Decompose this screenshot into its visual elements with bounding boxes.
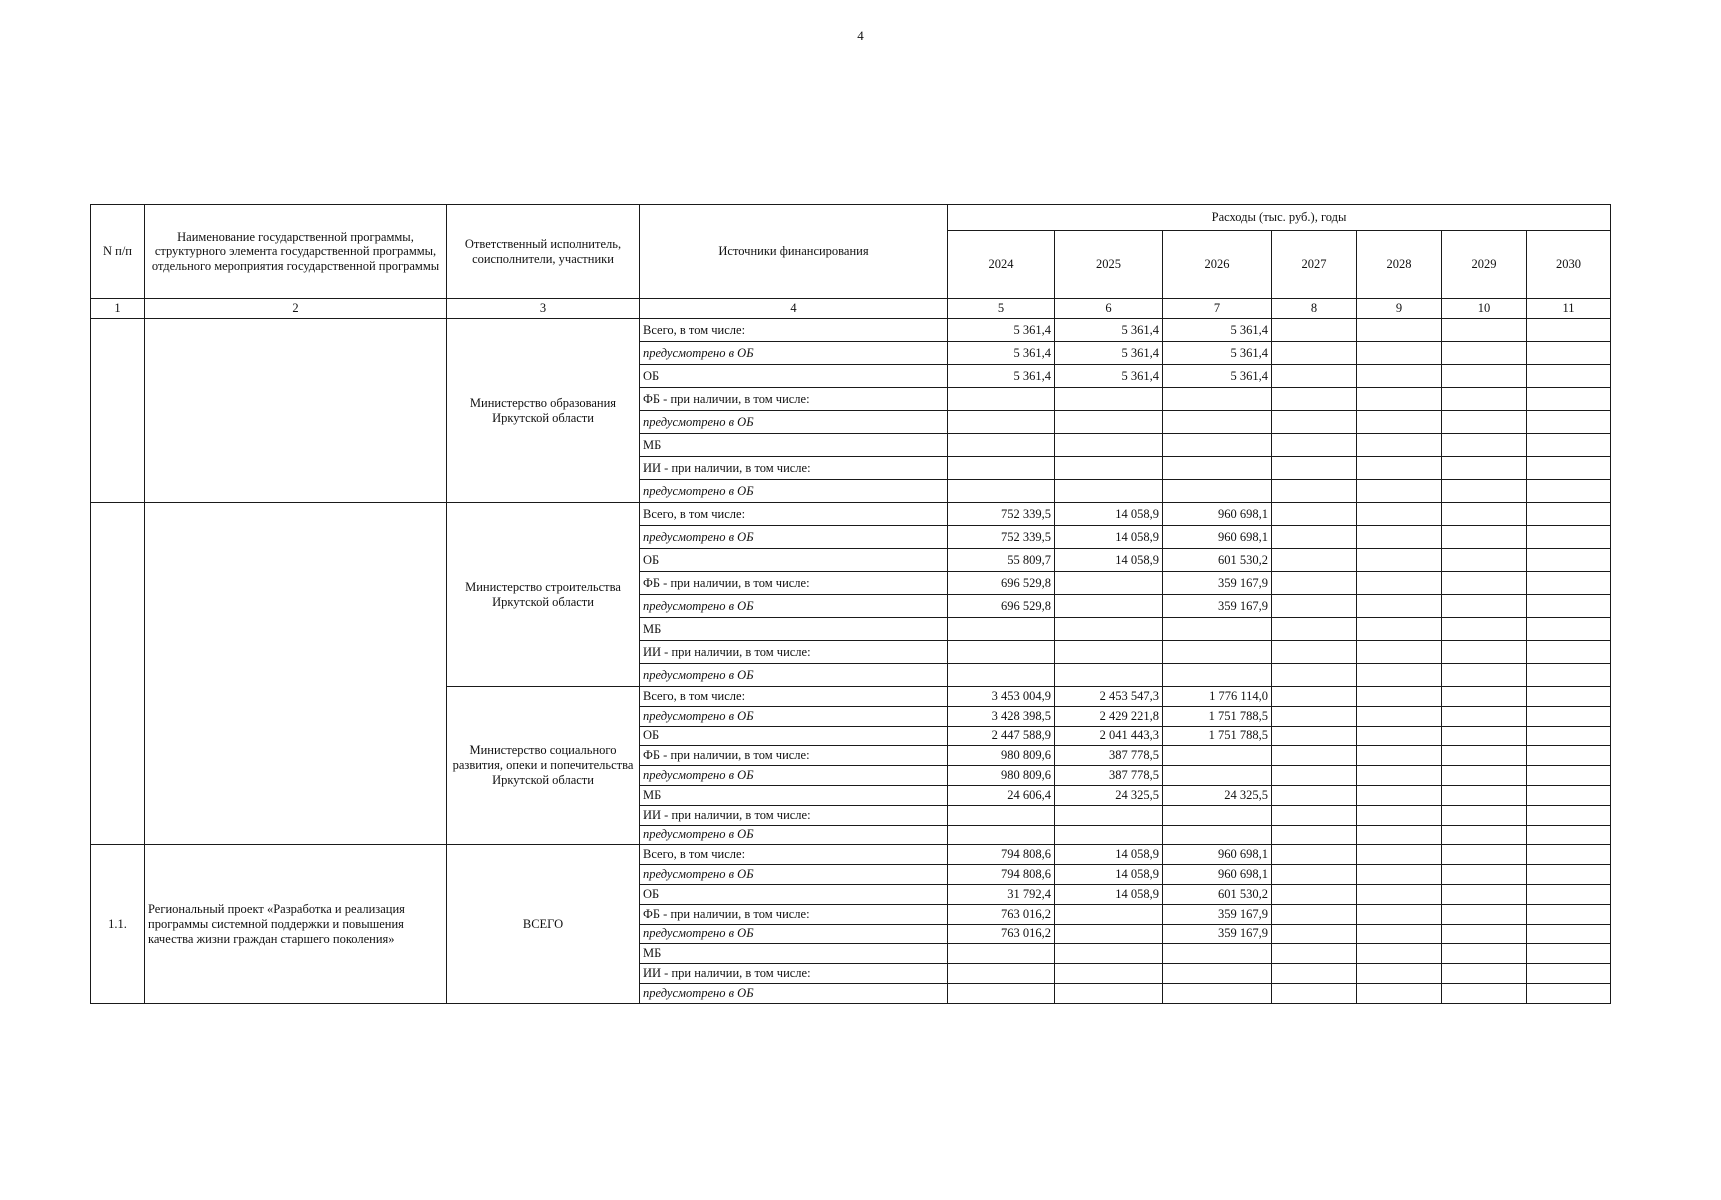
value-cell [1055,904,1163,924]
value-cell: 5 361,4 [1163,365,1272,388]
value-cell: 14 058,9 [1055,865,1163,885]
header-number: N п/п [91,205,145,299]
source-cell: Всего, в том числе: [640,687,948,707]
source-cell: предусмотрено в ОБ [640,595,948,618]
value-cell [1357,342,1442,365]
value-cell [1272,964,1357,984]
value-cell [1055,480,1163,503]
value-cell [1357,319,1442,342]
value-cell: 5 361,4 [948,342,1055,365]
value-cell: 359 167,9 [1163,595,1272,618]
header-year: 2030 [1527,231,1611,299]
value-cell [1163,664,1272,687]
value-cell [1055,457,1163,480]
value-cell [1357,572,1442,595]
value-cell: 5 361,4 [948,319,1055,342]
value-cell [1055,944,1163,964]
value-cell: 359 167,9 [1163,572,1272,595]
source-cell: ФБ - при наличии, в том числе: [640,572,948,595]
value-cell: 2 429 221,8 [1055,706,1163,726]
value-cell [1272,825,1357,845]
value-cell [1442,342,1527,365]
value-cell [1357,726,1442,746]
value-cell [1272,411,1357,434]
value-cell [1272,388,1357,411]
value-cell [1357,434,1442,457]
value-cell [1055,805,1163,825]
value-cell [1055,572,1163,595]
source-cell: предусмотрено в ОБ [640,706,948,726]
value-cell [1272,845,1357,865]
value-cell: 14 058,9 [1055,549,1163,572]
value-cell [1272,687,1357,707]
value-cell [1442,706,1527,726]
value-cell: 960 698,1 [1163,865,1272,885]
source-cell: Всего, в том числе: [640,845,948,865]
source-cell: МБ [640,434,948,457]
value-cell [1272,618,1357,641]
value-cell: 601 530,2 [1163,884,1272,904]
value-cell [1357,503,1442,526]
value-cell [1272,726,1357,746]
value-cell [1272,595,1357,618]
header-year: 2028 [1357,231,1442,299]
value-cell [1442,365,1527,388]
source-cell: ФБ - при наличии, в том числе: [640,904,948,924]
source-cell: предусмотрено в ОБ [640,526,948,549]
column-number: 4 [640,299,948,319]
header-year: 2026 [1163,231,1272,299]
value-cell [1357,411,1442,434]
value-cell [1442,572,1527,595]
executor-cell: ВСЕГО [447,845,640,1003]
row-number-cell: 1.1. [91,845,145,1003]
value-cell [1272,549,1357,572]
value-cell [1442,805,1527,825]
value-cell [1272,904,1357,924]
value-cell [1163,411,1272,434]
value-cell [1272,480,1357,503]
header-year: 2025 [1055,231,1163,299]
value-cell [948,944,1055,964]
value-cell [1272,434,1357,457]
header-source: Источники финансирования [640,205,948,299]
header-year: 2029 [1442,231,1527,299]
value-cell [1527,319,1611,342]
value-cell [1055,434,1163,457]
value-cell [1357,549,1442,572]
value-cell: 31 792,4 [948,884,1055,904]
value-cell [1442,825,1527,845]
value-cell [1163,618,1272,641]
table-body [91,299,1611,1004]
column-number: 8 [1272,299,1357,319]
column-number: 7 [1163,299,1272,319]
source-cell: ИИ - при наличии, в том числе: [640,805,948,825]
value-cell [1442,641,1527,664]
value-cell [1357,526,1442,549]
source-cell: ФБ - при наличии, в том числе: [640,388,948,411]
source-cell: предусмотрено в ОБ [640,983,948,1003]
value-cell [948,964,1055,984]
value-cell: 387 778,5 [1055,766,1163,786]
source-cell: предусмотрено в ОБ [640,766,948,786]
value-cell: 387 778,5 [1055,746,1163,766]
value-cell: 601 530,2 [1163,549,1272,572]
value-cell [1357,924,1442,944]
value-cell [948,983,1055,1003]
value-cell [948,457,1055,480]
value-cell [1163,434,1272,457]
value-cell [1272,884,1357,904]
table-row [91,503,1611,526]
value-cell [1527,641,1611,664]
value-cell [1527,388,1611,411]
value-cell [1357,904,1442,924]
value-cell [1055,664,1163,687]
value-cell: 24 325,5 [1163,785,1272,805]
column-number: 1 [91,299,145,319]
value-cell [1163,766,1272,786]
source-cell: предусмотрено в ОБ [640,411,948,434]
source-cell: ИИ - при наличии, в том числе: [640,641,948,664]
value-cell: 5 361,4 [1163,319,1272,342]
value-cell [1357,964,1442,984]
value-cell [948,618,1055,641]
column-number: 9 [1357,299,1442,319]
value-cell [1357,884,1442,904]
value-cell [1442,434,1527,457]
value-cell [1357,618,1442,641]
value-cell [1527,944,1611,964]
value-cell [1163,388,1272,411]
value-cell: 794 808,6 [948,865,1055,885]
column-number: 6 [1055,299,1163,319]
row-name-cell [145,503,447,845]
value-cell [1357,825,1442,845]
value-cell: 696 529,8 [948,595,1055,618]
value-cell: 763 016,2 [948,924,1055,944]
value-cell [1527,526,1611,549]
page-number: 4 [857,28,864,43]
value-cell: 14 058,9 [1055,526,1163,549]
value-cell [1163,480,1272,503]
value-cell [1442,924,1527,944]
value-cell [1527,480,1611,503]
value-cell: 14 058,9 [1055,845,1163,865]
value-cell [1357,983,1442,1003]
table-row [91,845,1611,865]
value-cell [1357,480,1442,503]
value-cell [1442,503,1527,526]
header-name: Наименование государственной программы, структурного элемента государственной программы, отдельного мероприятия государственной программы [145,205,447,299]
value-cell [1527,572,1611,595]
value-cell: 980 809,6 [948,746,1055,766]
value-cell [1272,664,1357,687]
value-cell: 763 016,2 [948,904,1055,924]
value-cell [1272,785,1357,805]
value-cell [1527,766,1611,786]
value-cell [1272,805,1357,825]
value-cell [1442,726,1527,746]
value-cell [1442,785,1527,805]
value-cell [1527,924,1611,944]
value-cell [1163,457,1272,480]
value-cell [1272,766,1357,786]
source-cell: ОБ [640,549,948,572]
value-cell [1527,964,1611,984]
value-cell: 960 698,1 [1163,845,1272,865]
table-row [91,319,1611,342]
source-cell: МБ [640,944,948,964]
source-cell: предусмотрено в ОБ [640,825,948,845]
value-cell [1357,746,1442,766]
value-cell [1442,388,1527,411]
source-cell: Всего, в том числе: [640,319,948,342]
header-year: 2027 [1272,231,1357,299]
value-cell [1357,805,1442,825]
value-cell: 960 698,1 [1163,526,1272,549]
value-cell [948,805,1055,825]
value-cell [948,641,1055,664]
value-cell: 24 606,4 [948,785,1055,805]
value-cell [1272,342,1357,365]
value-cell [1163,944,1272,964]
value-cell [1357,641,1442,664]
executor-cell: Министерство строительства Иркутской области [447,503,640,687]
column-numbers-row [91,299,1611,319]
source-cell: Всего, в том числе: [640,503,948,526]
value-cell [948,825,1055,845]
value-cell [1442,526,1527,549]
row-number-cell [91,319,145,503]
value-cell [1442,664,1527,687]
value-cell [1357,944,1442,964]
value-cell [1272,706,1357,726]
header-expenses: Расходы (тыс. руб.), годы [948,205,1611,231]
source-cell: предусмотрено в ОБ [640,664,948,687]
value-cell [948,664,1055,687]
value-cell [1357,766,1442,786]
value-cell: 5 361,4 [1163,342,1272,365]
value-cell [1527,825,1611,845]
value-cell: 1 751 788,5 [1163,706,1272,726]
value-cell: 3 428 398,5 [948,706,1055,726]
value-cell [1055,924,1163,944]
value-cell: 752 339,5 [948,526,1055,549]
value-cell [948,434,1055,457]
value-cell: 5 361,4 [948,365,1055,388]
value-cell: 5 361,4 [1055,365,1163,388]
value-cell: 1 751 788,5 [1163,726,1272,746]
value-cell [1442,319,1527,342]
value-cell [1272,319,1357,342]
value-cell [948,411,1055,434]
value-cell [1527,983,1611,1003]
value-cell [1055,618,1163,641]
value-cell [1442,845,1527,865]
value-cell [1527,904,1611,924]
value-cell: 960 698,1 [1163,503,1272,526]
value-cell [948,480,1055,503]
value-cell [1442,411,1527,434]
value-cell [1527,595,1611,618]
value-cell [1527,785,1611,805]
source-cell: ФБ - при наличии, в том числе: [640,746,948,766]
value-cell [1055,388,1163,411]
value-cell: 5 361,4 [1055,319,1163,342]
source-cell: предусмотрено в ОБ [640,480,948,503]
column-number: 5 [948,299,1055,319]
value-cell [1272,746,1357,766]
value-cell [1357,664,1442,687]
source-cell: ОБ [640,365,948,388]
value-cell [1357,365,1442,388]
value-cell [1442,884,1527,904]
value-cell [1527,664,1611,687]
value-cell [1357,785,1442,805]
value-cell [1055,411,1163,434]
value-cell: 794 808,6 [948,845,1055,865]
value-cell: 1 776 114,0 [1163,687,1272,707]
value-cell: 14 058,9 [1055,503,1163,526]
value-cell: 2 453 547,3 [1055,687,1163,707]
header-year: 2024 [948,231,1055,299]
value-cell [1163,641,1272,664]
budget-table [90,204,1611,1004]
value-cell: 359 167,9 [1163,904,1272,924]
value-cell [1527,845,1611,865]
value-cell [1357,845,1442,865]
source-cell: предусмотрено в ОБ [640,342,948,365]
value-cell: 14 058,9 [1055,884,1163,904]
value-cell [1357,457,1442,480]
value-cell [1357,595,1442,618]
value-cell [1272,924,1357,944]
value-cell: 2 041 443,3 [1055,726,1163,746]
value-cell [1357,687,1442,707]
value-cell [1163,983,1272,1003]
value-cell [1442,549,1527,572]
value-cell [1442,766,1527,786]
value-cell [1055,964,1163,984]
value-cell [1527,726,1611,746]
executor-cell: Министерство образования Иркутской области [447,319,640,503]
value-cell [1272,983,1357,1003]
value-cell: 24 325,5 [1055,785,1163,805]
value-cell [1527,503,1611,526]
value-cell [1357,865,1442,885]
value-cell [1527,411,1611,434]
row-name-cell: Региональный проект «Разработка и реализация программы системной поддержки и повышения качества жизни граждан старшего поколения» [145,845,447,1003]
source-cell: ИИ - при наличии, в том числе: [640,457,948,480]
value-cell [1357,388,1442,411]
value-cell [1272,503,1357,526]
value-cell [1272,457,1357,480]
value-cell [1442,904,1527,924]
value-cell [1527,342,1611,365]
column-number: 10 [1442,299,1527,319]
value-cell [1272,641,1357,664]
value-cell [1527,884,1611,904]
value-cell [1527,618,1611,641]
value-cell [1527,706,1611,726]
value-cell [1163,805,1272,825]
value-cell [1527,549,1611,572]
value-cell [1163,825,1272,845]
value-cell: 696 529,8 [948,572,1055,595]
source-cell: предусмотрено в ОБ [640,865,948,885]
row-number-cell [91,503,145,845]
source-cell: МБ [640,618,948,641]
value-cell [1055,595,1163,618]
column-number: 3 [447,299,640,319]
value-cell [1442,480,1527,503]
value-cell [948,388,1055,411]
row-name-cell [145,319,447,503]
value-cell: 359 167,9 [1163,924,1272,944]
source-cell: МБ [640,785,948,805]
value-cell [1442,944,1527,964]
column-number: 2 [145,299,447,319]
executor-cell: Министерство социального развития, опеки и попечительства Иркутской области [447,687,640,845]
source-cell: ОБ [640,726,948,746]
value-cell [1527,457,1611,480]
value-cell [1272,572,1357,595]
value-cell [1442,865,1527,885]
value-cell: 2 447 588,9 [948,726,1055,746]
value-cell [1163,746,1272,766]
source-cell: ОБ [640,884,948,904]
source-cell: ИИ - при наличии, в том числе: [640,964,948,984]
value-cell [1357,706,1442,726]
value-cell [1163,964,1272,984]
value-cell [1442,983,1527,1003]
value-cell [1442,687,1527,707]
value-cell: 980 809,6 [948,766,1055,786]
value-cell [1527,746,1611,766]
value-cell [1055,983,1163,1003]
value-cell [1442,457,1527,480]
value-cell [1527,434,1611,457]
header-executor: Ответственный исполнитель, соисполнители, участники [447,205,640,299]
value-cell [1527,865,1611,885]
value-cell [1272,944,1357,964]
value-cell: 5 361,4 [1055,342,1163,365]
value-cell [1442,746,1527,766]
value-cell [1527,365,1611,388]
source-cell: предусмотрено в ОБ [640,924,948,944]
value-cell [1272,865,1357,885]
value-cell [1055,825,1163,845]
value-cell: 55 809,7 [948,549,1055,572]
column-number: 11 [1527,299,1611,319]
value-cell [1527,805,1611,825]
value-cell [1055,641,1163,664]
value-cell [1272,526,1357,549]
value-cell [1442,964,1527,984]
value-cell: 3 453 004,9 [948,687,1055,707]
value-cell [1442,595,1527,618]
value-cell [1442,618,1527,641]
value-cell [1272,365,1357,388]
value-cell: 752 339,5 [948,503,1055,526]
value-cell [1527,687,1611,707]
